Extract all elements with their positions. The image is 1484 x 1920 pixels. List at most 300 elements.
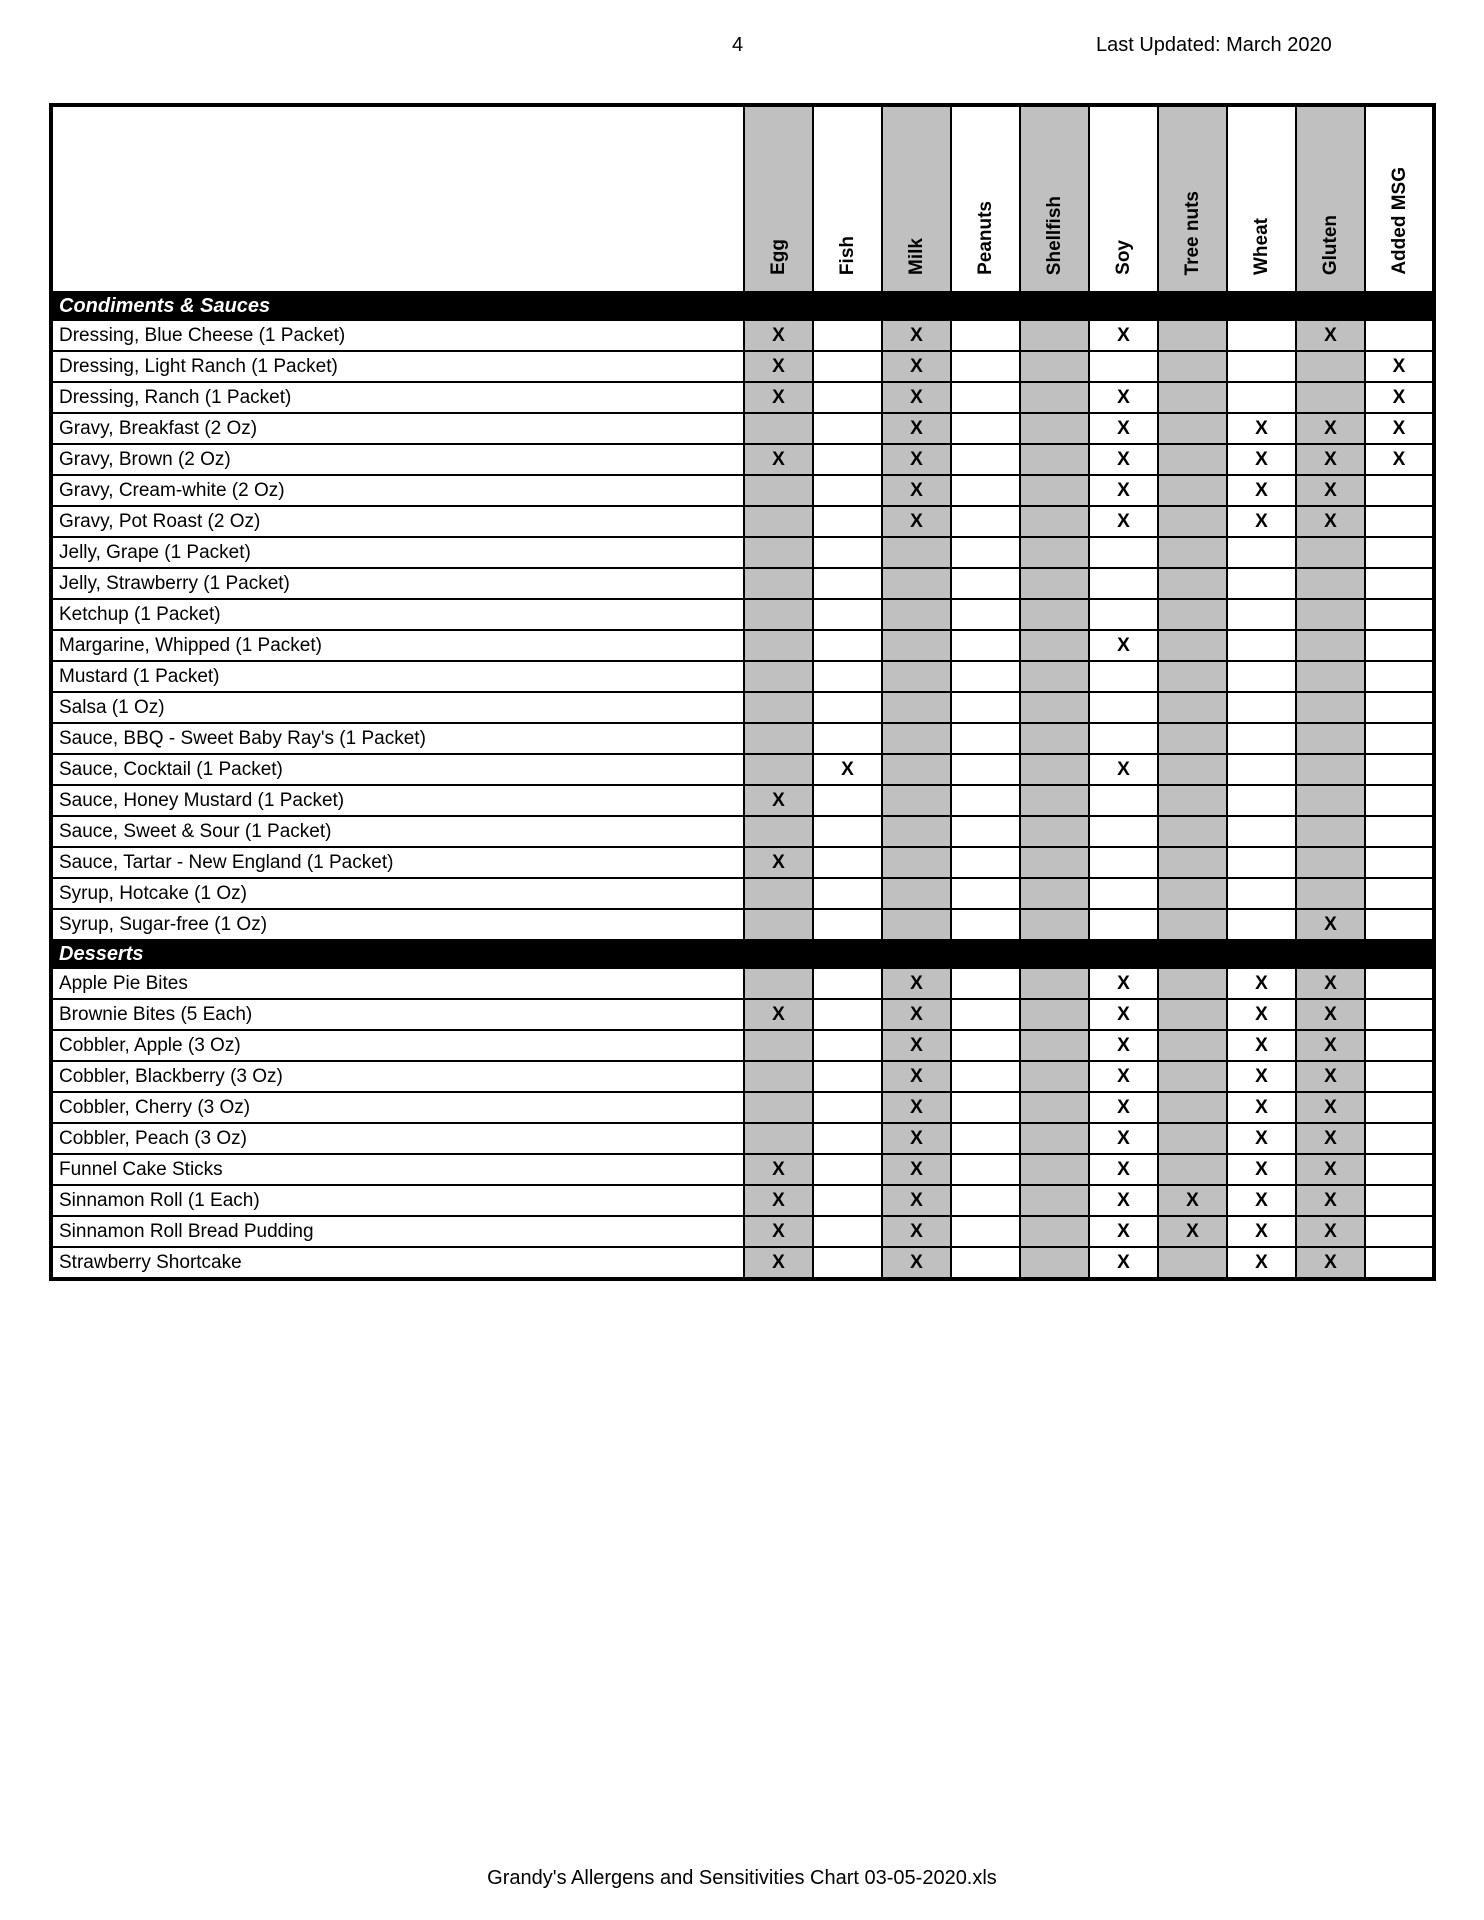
allergen-cell <box>1158 968 1227 999</box>
allergen-cell: X <box>744 351 813 382</box>
item-name: Gravy, Cream-white (2 Oz) <box>51 475 744 506</box>
allergen-cell <box>1020 413 1089 444</box>
allergen-cell <box>1020 506 1089 537</box>
allergen-cell: X <box>1296 999 1365 1030</box>
allergen-cell: X <box>1365 382 1434 413</box>
table-row <box>51 1247 1434 1279</box>
allergen-cell <box>744 816 813 847</box>
allergen-cell <box>1296 599 1365 630</box>
allergen-cell: X <box>1089 506 1158 537</box>
allergen-cell <box>1227 909 1296 940</box>
allergen-cell <box>744 475 813 506</box>
allergen-cell: X <box>1089 475 1158 506</box>
item-name: Ketchup (1 Packet) <box>51 599 744 630</box>
allergen-cell <box>1089 909 1158 940</box>
item-name: Dressing, Ranch (1 Packet) <box>51 382 744 413</box>
allergen-cell <box>1296 568 1365 599</box>
table-row <box>51 661 1434 692</box>
allergen-cell <box>1158 847 1227 878</box>
item-name: Sauce, Tartar - New England (1 Packet) <box>51 847 744 878</box>
allergen-cell <box>1089 537 1158 568</box>
column-header <box>813 105 882 292</box>
allergen-cell <box>1365 692 1434 723</box>
allergen-cell <box>1089 816 1158 847</box>
allergen-cell <box>1227 599 1296 630</box>
allergen-cell <box>1158 537 1227 568</box>
allergen-cell <box>744 537 813 568</box>
column-header-label: Soy <box>1113 240 1134 275</box>
item-name: Brownie Bites (5 Each) <box>51 999 744 1030</box>
allergen-cell: X <box>744 847 813 878</box>
allergen-cell <box>1020 909 1089 940</box>
allergen-cell <box>951 351 1020 382</box>
allergen-cell <box>951 1061 1020 1092</box>
allergen-cell <box>1020 1216 1089 1247</box>
allergen-cell: X <box>1227 1185 1296 1216</box>
allergen-cell <box>813 351 882 382</box>
allergen-cell <box>813 816 882 847</box>
allergen-cell: X <box>1227 1247 1296 1279</box>
allergen-cell <box>1089 661 1158 692</box>
allergen-cell: X <box>1227 1216 1296 1247</box>
allergen-cell: X <box>1296 1185 1365 1216</box>
allergen-cell <box>951 413 1020 444</box>
allergen-cell <box>951 382 1020 413</box>
allergen-cell <box>1089 847 1158 878</box>
allergen-cell <box>744 692 813 723</box>
allergen-cell <box>951 320 1020 351</box>
allergen-cell <box>813 382 882 413</box>
allergen-cell <box>1158 785 1227 816</box>
allergen-cell <box>1158 909 1227 940</box>
table-row <box>51 968 1434 999</box>
allergen-cell <box>813 692 882 723</box>
allergen-cell <box>1296 754 1365 785</box>
allergen-cell: X <box>882 1247 951 1279</box>
allergen-cell <box>1365 1123 1434 1154</box>
allergen-cell <box>951 1216 1020 1247</box>
allergen-cell <box>1020 847 1089 878</box>
table-row <box>51 847 1434 878</box>
allergen-cell <box>744 754 813 785</box>
allergen-cell <box>1158 999 1227 1030</box>
allergen-cell <box>1296 351 1365 382</box>
item-name: Salsa (1 Oz) <box>51 692 744 723</box>
allergen-cell <box>951 1123 1020 1154</box>
allergen-cell <box>1158 723 1227 754</box>
allergen-cell <box>1158 1061 1227 1092</box>
allergen-cell <box>1227 754 1296 785</box>
allergen-cell <box>951 909 1020 940</box>
allergen-cell: X <box>1227 475 1296 506</box>
item-name: Sauce, Cocktail (1 Packet) <box>51 754 744 785</box>
allergen-cell <box>1020 1092 1089 1123</box>
allergen-cell <box>744 909 813 940</box>
allergen-cell: X <box>882 1185 951 1216</box>
allergen-cell: X <box>882 1216 951 1247</box>
column-header-label: Milk <box>906 238 927 275</box>
item-name: Sauce, BBQ - Sweet Baby Ray's (1 Packet) <box>51 723 744 754</box>
allergen-cell <box>951 506 1020 537</box>
allergen-cell <box>1020 692 1089 723</box>
table-body <box>51 292 1434 1279</box>
allergen-cell <box>813 999 882 1030</box>
table-row <box>51 785 1434 816</box>
allergen-cell <box>1296 661 1365 692</box>
allergen-cell <box>1296 692 1365 723</box>
allergen-cell <box>1020 444 1089 475</box>
table-row <box>51 630 1434 661</box>
table-row <box>51 599 1434 630</box>
allergen-cell <box>813 1092 882 1123</box>
allergen-cell <box>951 785 1020 816</box>
allergen-cell <box>1227 785 1296 816</box>
column-header <box>1089 105 1158 292</box>
allergen-cell: X <box>1227 1154 1296 1185</box>
section-header-row <box>51 940 1434 968</box>
allergen-cell: X <box>744 444 813 475</box>
allergen-cell <box>813 847 882 878</box>
allergen-cell <box>1158 382 1227 413</box>
allergen-cell: X <box>1089 1030 1158 1061</box>
allergen-cell <box>1158 1154 1227 1185</box>
allergen-cell: X <box>1296 1247 1365 1279</box>
item-name: Margarine, Whipped (1 Packet) <box>51 630 744 661</box>
column-header-label: Shellfish <box>1044 195 1065 275</box>
allergen-cell <box>1020 1123 1089 1154</box>
item-name: Dressing, Light Ranch (1 Packet) <box>51 351 744 382</box>
allergen-cell <box>1365 1185 1434 1216</box>
allergen-cell <box>1227 816 1296 847</box>
allergen-cell <box>1158 661 1227 692</box>
table-row <box>51 909 1434 940</box>
allergen-cell <box>1227 351 1296 382</box>
allergen-cell: X <box>1227 968 1296 999</box>
allergen-cell <box>882 816 951 847</box>
item-name: Sinnamon Roll (1 Each) <box>51 1185 744 1216</box>
allergen-cell <box>882 599 951 630</box>
allergen-cell <box>744 413 813 444</box>
allergen-cell <box>951 816 1020 847</box>
allergen-cell <box>813 599 882 630</box>
allergen-cell <box>1227 630 1296 661</box>
allergen-cell: X <box>882 968 951 999</box>
allergen-cell <box>813 1216 882 1247</box>
allergen-cell <box>744 506 813 537</box>
item-name: Syrup, Sugar-free (1 Oz) <box>51 909 744 940</box>
allergen-cell <box>1020 1154 1089 1185</box>
table-row <box>51 754 1434 785</box>
allergen-cell <box>882 692 951 723</box>
allergen-cell <box>1365 847 1434 878</box>
allergen-cell <box>1296 723 1365 754</box>
allergen-cell <box>744 1030 813 1061</box>
allergen-cell <box>951 878 1020 909</box>
allergen-cell: X <box>1227 1030 1296 1061</box>
item-name: Mustard (1 Packet) <box>51 661 744 692</box>
allergen-cell: X <box>1227 1123 1296 1154</box>
allergen-cell <box>1227 723 1296 754</box>
allergen-cell: X <box>1089 1123 1158 1154</box>
allergen-cell <box>1020 537 1089 568</box>
allergen-cell <box>1020 351 1089 382</box>
item-name: Apple Pie Bites <box>51 968 744 999</box>
allergen-cell <box>1365 785 1434 816</box>
table-row <box>51 816 1434 847</box>
allergen-cell <box>951 568 1020 599</box>
allergen-cell: X <box>882 1061 951 1092</box>
allergen-cell: X <box>1089 1154 1158 1185</box>
allergen-cell <box>813 320 882 351</box>
table-row <box>51 878 1434 909</box>
allergen-cell <box>951 754 1020 785</box>
allergen-cell <box>813 1030 882 1061</box>
allergen-cell: X <box>1365 351 1434 382</box>
allergen-cell <box>813 909 882 940</box>
allergen-cell <box>1365 320 1434 351</box>
allergen-cell <box>951 847 1020 878</box>
allergen-cell: X <box>1227 413 1296 444</box>
allergen-cell <box>951 599 1020 630</box>
allergen-cell <box>1365 1092 1434 1123</box>
allergen-cell: X <box>882 382 951 413</box>
item-name: Jelly, Grape (1 Packet) <box>51 537 744 568</box>
allergen-cell <box>1365 999 1434 1030</box>
allergen-cell: X <box>882 351 951 382</box>
allergen-cell: X <box>882 444 951 475</box>
allergen-cell <box>813 537 882 568</box>
allergen-cell: X <box>1227 1092 1296 1123</box>
allergen-cell <box>1158 475 1227 506</box>
allergen-cell <box>882 754 951 785</box>
allergen-cell <box>1158 754 1227 785</box>
allergen-cell <box>813 506 882 537</box>
allergen-cell <box>1365 1216 1434 1247</box>
allergen-cell: X <box>744 785 813 816</box>
allergen-cell <box>1089 351 1158 382</box>
table-row <box>51 692 1434 723</box>
allergen-cell: X <box>744 1185 813 1216</box>
item-name: Cobbler, Cherry (3 Oz) <box>51 1092 744 1123</box>
section-title: Desserts <box>51 940 1434 968</box>
allergen-cell: X <box>744 1154 813 1185</box>
item-name: Sauce, Honey Mustard (1 Packet) <box>51 785 744 816</box>
item-name: Syrup, Hotcake (1 Oz) <box>51 878 744 909</box>
allergen-cell: X <box>1089 1092 1158 1123</box>
item-name: Funnel Cake Sticks <box>51 1154 744 1185</box>
allergen-cell <box>1158 320 1227 351</box>
section-title: Condiments & Sauces <box>51 292 1434 320</box>
allergen-cell <box>882 909 951 940</box>
allergen-cell <box>951 1247 1020 1279</box>
allergen-cell <box>1158 599 1227 630</box>
allergen-cell <box>813 723 882 754</box>
allergen-cell <box>1089 723 1158 754</box>
allergen-cell <box>1020 630 1089 661</box>
allergen-cell: X <box>744 382 813 413</box>
table-row <box>51 1123 1434 1154</box>
allergen-cell <box>1020 968 1089 999</box>
allergen-cell <box>1227 661 1296 692</box>
allergen-cell <box>1227 878 1296 909</box>
allergen-cell <box>1158 630 1227 661</box>
allergen-cell <box>744 1123 813 1154</box>
column-header-row <box>51 105 1434 292</box>
column-header-label: Wheat <box>1251 218 1272 275</box>
item-name: Cobbler, Blackberry (3 Oz) <box>51 1061 744 1092</box>
allergen-cell <box>1158 1092 1227 1123</box>
allergen-cell <box>813 475 882 506</box>
allergen-cell <box>1365 630 1434 661</box>
allergen-cell <box>951 999 1020 1030</box>
footer-filename: Grandy's Allergens and Sensitivities Chart 03-05-2020.xls <box>487 1867 997 1889</box>
allergen-cell <box>882 878 951 909</box>
allergen-cell: X <box>882 506 951 537</box>
allergen-cell: X <box>882 999 951 1030</box>
allergen-cell <box>1158 413 1227 444</box>
allergen-cell: X <box>1296 475 1365 506</box>
allergen-cell <box>1227 692 1296 723</box>
allergen-cell <box>951 1185 1020 1216</box>
allergen-cell <box>744 1092 813 1123</box>
page-number: 4 <box>732 34 744 56</box>
column-header-label: Tree nuts <box>1182 190 1203 275</box>
table-row <box>51 506 1434 537</box>
allergen-cell <box>951 968 1020 999</box>
allergen-cell: X <box>1296 506 1365 537</box>
table-row <box>51 1154 1434 1185</box>
allergen-cell <box>882 630 951 661</box>
allergen-cell <box>1365 1030 1434 1061</box>
allergen-cell: X <box>882 413 951 444</box>
allergen-cell: X <box>882 320 951 351</box>
allergen-cell <box>1158 878 1227 909</box>
allergen-cell <box>744 599 813 630</box>
allergen-cell: X <box>1296 1123 1365 1154</box>
allergen-cell <box>1296 847 1365 878</box>
column-header-label: Added MSG <box>1388 167 1410 275</box>
item-name: Gravy, Breakfast (2 Oz) <box>51 413 744 444</box>
allergen-cell <box>813 1061 882 1092</box>
allergen-cell <box>1296 382 1365 413</box>
allergen-cell <box>813 1154 882 1185</box>
allergen-cell <box>1020 1185 1089 1216</box>
allergen-cell: X <box>744 320 813 351</box>
allergen-cell <box>1158 568 1227 599</box>
allergen-cell: X <box>813 754 882 785</box>
allergen-cell <box>744 1061 813 1092</box>
allergen-cell <box>1020 320 1089 351</box>
allergen-cell <box>951 1030 1020 1061</box>
allergen-cell <box>813 413 882 444</box>
item-name: Cobbler, Peach (3 Oz) <box>51 1123 744 1154</box>
allergen-cell <box>813 1123 882 1154</box>
allergen-cell <box>1296 785 1365 816</box>
allergen-cell <box>882 568 951 599</box>
allergen-cell: X <box>1089 413 1158 444</box>
item-name: Strawberry Shortcake <box>51 1247 744 1279</box>
allergen-cell: X <box>882 1154 951 1185</box>
table-row <box>51 1216 1434 1247</box>
allergen-cell <box>1158 1123 1227 1154</box>
allergen-cell: X <box>1227 999 1296 1030</box>
allergen-cell <box>951 475 1020 506</box>
allergen-cell <box>1020 1030 1089 1061</box>
item-name: Dressing, Blue Cheese (1 Packet) <box>51 320 744 351</box>
allergen-cell <box>1020 475 1089 506</box>
allergen-cell <box>1020 599 1089 630</box>
allergen-cell <box>1020 1247 1089 1279</box>
allergen-cell <box>1089 878 1158 909</box>
allergen-cell <box>1365 1154 1434 1185</box>
allergen-cell <box>744 568 813 599</box>
allergen-cell <box>882 785 951 816</box>
allergen-cell <box>744 661 813 692</box>
allergen-cell: X <box>1089 1247 1158 1279</box>
table-row <box>51 723 1434 754</box>
item-name: Cobbler, Apple (3 Oz) <box>51 1030 744 1061</box>
allergen-cell <box>1365 723 1434 754</box>
allergen-cell <box>1158 506 1227 537</box>
table-row <box>51 475 1434 506</box>
allergen-cell <box>1365 661 1434 692</box>
allergen-cell <box>1365 475 1434 506</box>
allergen-cell <box>882 847 951 878</box>
allergen-cell <box>1020 816 1089 847</box>
allergen-cell <box>1020 661 1089 692</box>
allergen-cell <box>813 1185 882 1216</box>
allergen-cell: X <box>1365 444 1434 475</box>
item-name: Jelly, Strawberry (1 Packet) <box>51 568 744 599</box>
item-name: Sauce, Sweet & Sour (1 Packet) <box>51 816 744 847</box>
allergen-cell: X <box>882 1092 951 1123</box>
allergen-cell <box>1158 444 1227 475</box>
allergen-cell <box>951 630 1020 661</box>
allergen-cell: X <box>1089 1061 1158 1092</box>
column-header <box>882 105 951 292</box>
allergen-cell: X <box>1089 382 1158 413</box>
allergen-cell <box>1227 568 1296 599</box>
allergen-cell <box>951 692 1020 723</box>
allergen-cell: X <box>1158 1185 1227 1216</box>
allergen-cell <box>813 878 882 909</box>
allergen-cell <box>1296 630 1365 661</box>
allergen-cell: X <box>744 1216 813 1247</box>
table-row <box>51 999 1434 1030</box>
table-row <box>51 351 1434 382</box>
allergen-cell <box>1296 537 1365 568</box>
allergen-cell <box>1365 754 1434 785</box>
allergen-cell <box>1365 1061 1434 1092</box>
allergen-cell: X <box>1089 754 1158 785</box>
column-header <box>1296 105 1365 292</box>
table-row <box>51 444 1434 475</box>
allergen-cell: X <box>1296 1030 1365 1061</box>
allergen-cell: X <box>1227 1061 1296 1092</box>
allergen-cell <box>813 785 882 816</box>
allergen-cell: X <box>1296 909 1365 940</box>
column-header-label: Fish <box>837 235 858 275</box>
allergen-cell <box>882 537 951 568</box>
allergen-cell <box>1365 878 1434 909</box>
allergen-cell: X <box>1158 1216 1227 1247</box>
section-header-row <box>51 292 1434 320</box>
allergen-cell <box>1089 568 1158 599</box>
allergen-cell <box>1020 754 1089 785</box>
allergen-cell <box>951 444 1020 475</box>
allergen-cell <box>1365 568 1434 599</box>
allergen-cell <box>951 537 1020 568</box>
